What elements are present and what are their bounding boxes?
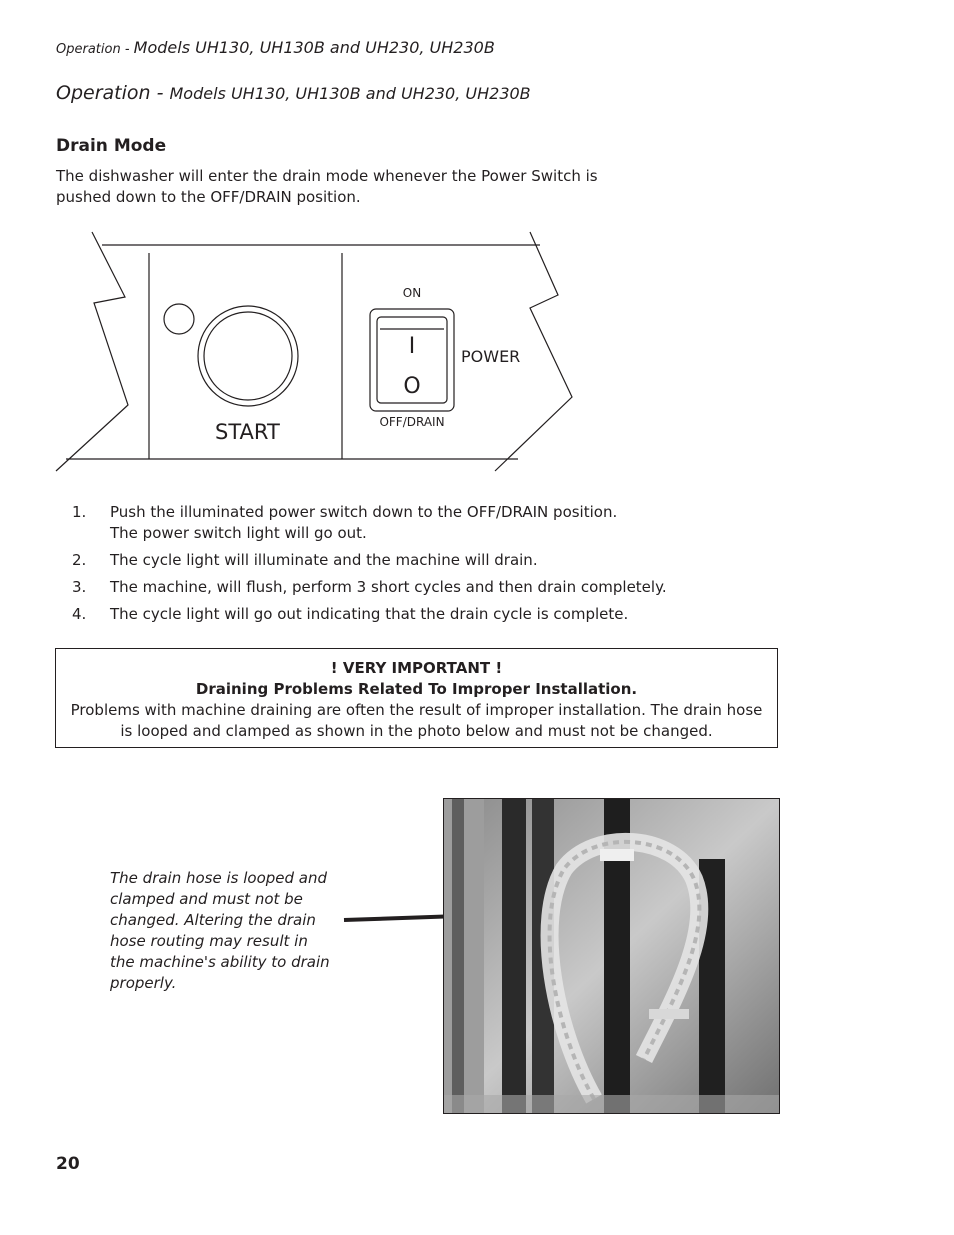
intro-line: pushed down to the OFF/DRAIN position. — [56, 188, 361, 206]
caption-line: clamped and must not be — [110, 890, 303, 908]
page-title-models: Models UH130, UH130B and UH230, UH230B — [169, 84, 531, 103]
step-text: The power switch light will go out. — [110, 524, 367, 542]
control-panel-diagram — [50, 225, 580, 477]
step-number: 4. — [72, 605, 87, 623]
header-prefix: Operation - — [56, 42, 134, 57]
switch-off-glyph: O — [403, 374, 421, 399]
step-number: 1. — [72, 503, 87, 521]
important-notice-box — [55, 648, 778, 748]
section-title: Drain Mode — [56, 136, 167, 156]
drain-steps-list — [56, 502, 756, 631]
notice-subheading: Draining Problems Related To Improper Installation. — [195, 680, 638, 698]
caption-line: The drain hose is looped and — [110, 869, 328, 887]
list-item — [56, 502, 756, 544]
drain-hose-photo-image — [444, 799, 780, 1114]
cycle-light-icon — [164, 304, 194, 334]
step-text: Push the illuminated power switch down to the OFF/DRAIN position. — [110, 503, 618, 521]
intro-paragraph — [56, 166, 616, 208]
start-label: START — [215, 420, 280, 444]
start-button-inner — [204, 312, 292, 400]
header-models: Models UH130, UH130B and UH230, UH230B — [133, 38, 495, 57]
step-number: 3. — [72, 578, 87, 596]
step-text: The machine, will flush, perform 3 short cycles and then drain completely. — [110, 578, 667, 596]
caption-line: changed. Altering the drain — [110, 911, 316, 929]
notice-body-line: is looped and clamped as shown in the photo below and must not be changed. — [120, 722, 713, 740]
caption-line: properly. — [110, 974, 177, 992]
off-drain-label: OFF/DRAIN — [379, 415, 445, 429]
step-text: The cycle light will go out indicating that the drain cycle is complete. — [110, 605, 629, 623]
intro-line: The dishwasher will enter the drain mode whenever the Power Switch is — [56, 167, 598, 185]
on-label: ON — [402, 286, 422, 300]
step-number: 2. — [72, 551, 87, 569]
panel-left-break — [56, 232, 128, 471]
running-header — [56, 38, 495, 57]
step-text: The cycle light will illuminate and the machine will drain. — [110, 551, 538, 569]
page-number: 20 — [56, 1154, 80, 1174]
page-title — [56, 82, 531, 104]
notice-body-line: Problems with machine draining are often the result of improper installation. The drain hose — [70, 701, 763, 719]
drain-hose-photo — [443, 798, 780, 1114]
caption-line: hose routing may result in — [110, 932, 308, 950]
start-button-outer — [198, 306, 298, 406]
list-item — [56, 577, 756, 598]
switch-on-glyph: I — [408, 334, 416, 359]
photo-caption — [110, 868, 350, 994]
list-item — [56, 550, 756, 571]
power-label: POWER — [461, 347, 521, 366]
page-title-prefix: Operation - — [56, 82, 170, 104]
notice-heading: ! VERY IMPORTANT ! — [330, 659, 503, 677]
caption-line: the machine's ability to drain — [110, 953, 330, 971]
list-item — [56, 604, 756, 625]
